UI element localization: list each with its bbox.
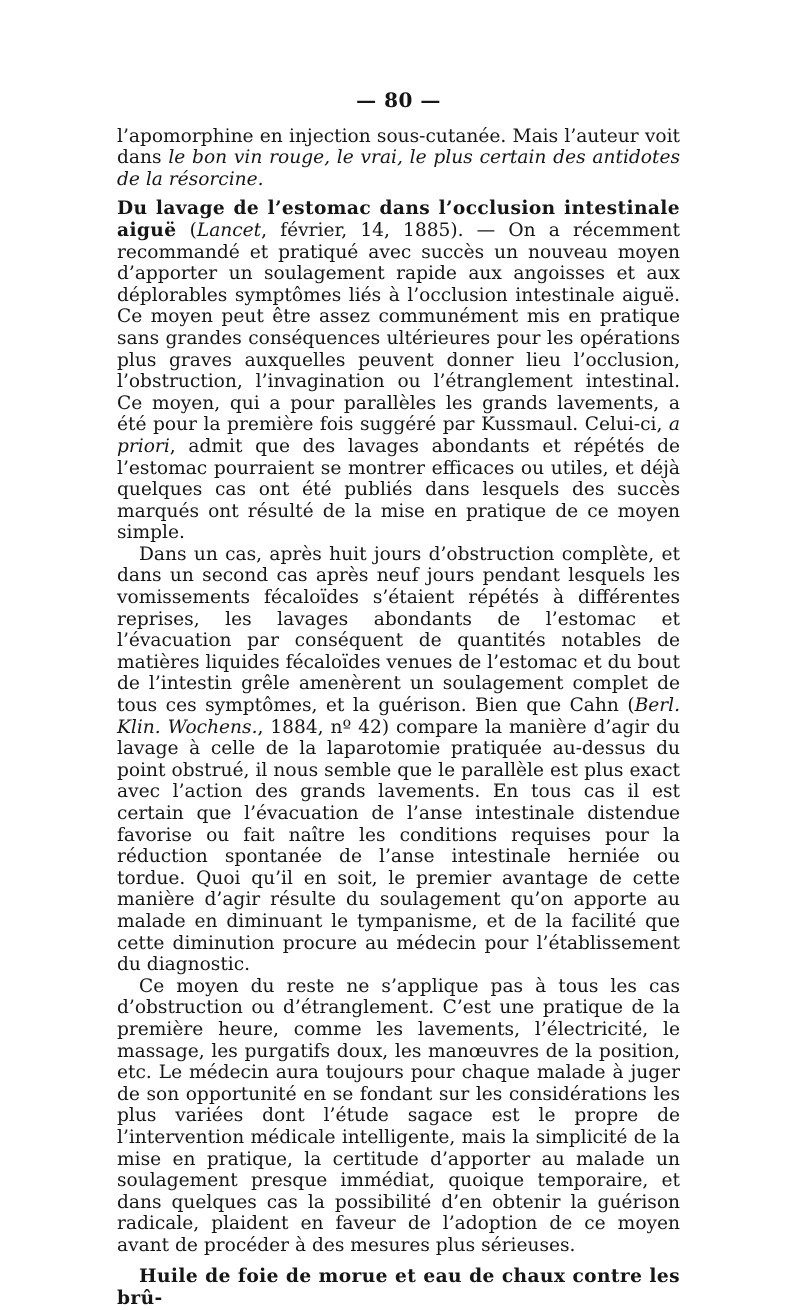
source-citation: Lancet [196, 219, 262, 241]
source-date: , février, 14, 1885). [261, 219, 464, 241]
paragraph-cases-text-after: , 1884, nº 42) compare la manière d’agir du lavage à celle de la laparotomie pratiquée au-dessus du point obstrué, il nous semble que le parallèle est plus exact avec l’action des grands lavements. En tous cas il est certain que l’évacuation de l’anse intestinale distendue favorise ou fait naître les conditions requises pour la réduction spontanée de l’anse intestinale herniée ou tordue. Quoi qu’il en soit, le premier avantage de cette manière d’agir résulte du soulagement qu’on apporte au malade en diminuant le tympanisme, et de la facilité que cette diminution procure au médecin pour l’établissement du diagnostic. [117, 716, 680, 976]
italic-a-priori: a priori [117, 414, 680, 457]
intro-text: l’apomorphine en injection sous-cutanée. Mais l’auteur voit dans [117, 125, 680, 169]
section-body-part1: — On a récemment recommandé et pratiqué avec succès un nouveau moyen d’apporter un soulagement rapide aux angoisses et aux déplorables symptômes liés à l’occlusion intestinale aiguë. Ce moyen peut être assez communément mis en pratique sans grandes conséquences ultérieures pour les opérations plus graves auxquelles peuvent donner lieu l’occlusion, l’obstruction, l’invagination ou l’étranglement intestinal. Ce moyen, qui a pour parallèles les grands lavements, a été pour la première fois suggéré par Kussmaul. Celui-ci, [117, 219, 680, 436]
section-heading-huile [117, 1266, 680, 1309]
intro-paragraph [117, 126, 680, 191]
source-open-paren: ( [176, 219, 197, 241]
intro-italic-quote: le bon vin rouge, le vrai, le plus certain des antidotes de la résorcine. [117, 147, 681, 190]
page-number: — 80 — [356, 88, 441, 112]
paragraph-cases-citation: Berl. Klin. Wochens. [117, 695, 680, 738]
section-heading-huile-text: Huile de foie de morue et eau de chaux contre les brû- [117, 1266, 680, 1310]
paragraph-cases [117, 544, 680, 976]
paragraph-conclusion: Ce moyen du reste ne s’applique pas à tous les cas d’obstruction ou d’étranglement. C’est une pratique de la première heure, comme les lavements, l’électricité, le massage, les purgatifs doux, les manœuvres de la position, etc. Le médecin aura toujours pour chaque malade à juger de son opportunité en se fondant sur les considérations les plus variées dont l’étude sagace est le propre de l’intervention médicale intelligente, mais la simplicité de la mise en pratique, la certitude d’apporter au malade un soulagement presque immédiat, quoique temporaire, et dans quelques cas la possibilité d’en obtenir la guérison radicale, plaident en faveur de l’adoption de ce moyen avant de procéder à des mesures plus sérieuses. [117, 975, 680, 1256]
document-page [117, 90, 680, 1310]
section-heading-lavage: Du lavage de l’estomac dans l’occlusion intestinale aiguë [117, 198, 680, 241]
section-lavage-paragraph [117, 198, 680, 544]
section-body-part2: , admit que des lavages abondants et répétés de l’estomac pourraient se montrer efficaces ou utiles, et déjà quelques cas ont été publiés dans lesquels des succès marqués ont résulté de la mise en pratique de ce moyen simple. [117, 435, 680, 544]
paragraph-cases-text-before: Dans un cas, après huit jours d’obstruction complète, et dans un second cas après neuf jours pendant lesquels les vomissements fécaloïdes s’étaient répétés à différentes reprises, les lavages abondants de l’estomac et l’évacuation par conséquent de quantités notables de matières liquides fécaloïdes venues de l’estomac et du bout de l’intestin grêle amenèrent un soulagement complet de tous ces symptômes, et la guérison. Bien que Cahn ( [117, 543, 680, 717]
